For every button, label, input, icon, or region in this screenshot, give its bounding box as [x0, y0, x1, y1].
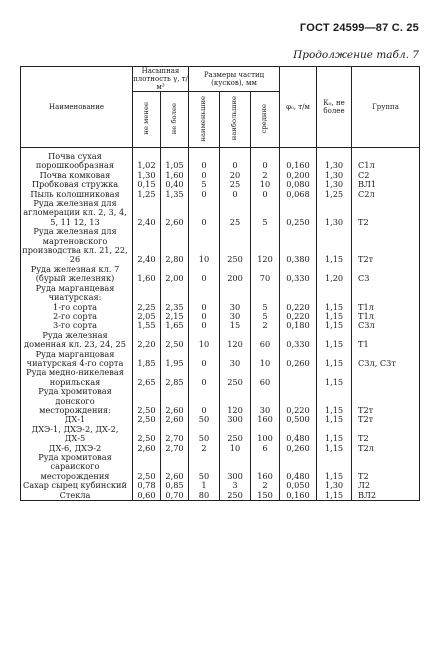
cell-dmin: 2,40 [133, 199, 161, 227]
cell-savg: 2 [251, 481, 280, 490]
cell-dmin: 2,60 [133, 444, 161, 453]
cell-savg: 10 [251, 180, 280, 189]
cell-dmin: 2,25 [133, 303, 161, 312]
cell-k: 1,15 [317, 303, 352, 312]
cell-grp: ВЛ1 [352, 180, 420, 189]
table-row [21, 199, 420, 227]
cell-dmin: 1,25 [133, 190, 161, 199]
cell-dmin: 1,30 [133, 171, 161, 180]
cell-dmin: 2,05 [133, 312, 161, 321]
cell-smax: 10 [220, 444, 251, 453]
cell-k [317, 284, 352, 303]
cell-smin: 0 [189, 265, 220, 284]
cell-k: 1,30 [317, 199, 352, 227]
cell-phi: 0,260 [280, 350, 317, 369]
cell-smin: 0 [189, 387, 220, 415]
cell-dmax: 2,85 [161, 368, 189, 387]
table-row [21, 368, 420, 387]
cell-dmin: 1,85 [133, 350, 161, 369]
cell-smax: 25 [220, 180, 251, 189]
cell-phi: 0,160 [280, 491, 317, 501]
cell-name: Почва комковая [21, 171, 133, 180]
col-density-header: Насыпная плотность γ, т/м³ [133, 67, 188, 91]
cell-dmin: 0,15 [133, 180, 161, 189]
cell-dmin: 0,60 [133, 491, 161, 501]
cell-savg: 60 [251, 368, 280, 387]
cell-grp: Т2т [352, 415, 420, 424]
cell-k: 1,15 [317, 387, 352, 415]
cell-dmin: 2,40 [133, 227, 161, 265]
cell-savg: 5 [251, 303, 280, 312]
cell-savg: 2 [251, 321, 280, 330]
cell-grp: С1л [352, 148, 420, 171]
cell-smin: 5 [189, 180, 220, 189]
table-row [21, 284, 420, 303]
cell-savg: 6 [251, 444, 280, 453]
cell-name: Руда железная для мартеновского производства кл. 21, 22, 26 [21, 227, 133, 265]
cell-grp: Т1л [352, 312, 420, 321]
col-savg-header: средние [260, 103, 269, 134]
cell-smax: 200 [220, 265, 251, 284]
cell-smax: 0 [220, 190, 251, 199]
cell-dmax: 0,40 [161, 180, 189, 189]
table-row [21, 148, 420, 171]
col-k-header: К₀, не более [317, 67, 352, 148]
table-row [21, 227, 420, 265]
col-name-header: Наименование [21, 67, 133, 148]
cell-grp: С3л [352, 321, 420, 330]
cell-dmin: 1,02 [133, 148, 161, 171]
table-row [21, 387, 420, 415]
cell-k: 1,15 [317, 415, 352, 424]
cell-savg: 5 [251, 199, 280, 227]
cell-grp: Т1л [352, 303, 420, 312]
cell-name: ДХ-1 [21, 415, 133, 424]
cell-k: 1,30 [317, 481, 352, 490]
cell-savg: 0 [251, 190, 280, 199]
cell-phi: 0,160 [280, 148, 317, 171]
cell-k: 1,20 [317, 265, 352, 284]
cell-savg [251, 284, 280, 303]
cell-grp: С2 [352, 171, 420, 180]
cell-grp: Т2 [352, 453, 420, 481]
cell-smax: 250 [220, 425, 251, 444]
cell-phi: 0,050 [280, 481, 317, 490]
cell-k: 1,15 [317, 350, 352, 369]
cell-name: 2-го сорта [21, 312, 133, 321]
cell-grp: Т2т [352, 227, 420, 265]
col-smin-header: наименьшие [199, 95, 208, 142]
table-row [21, 265, 420, 284]
cell-k: 1,15 [317, 453, 352, 481]
cell-dmax: 2,35 [161, 303, 189, 312]
cell-k: 1,15 [317, 425, 352, 444]
cell-grp: Т2 [352, 425, 420, 444]
cell-k: 1,15 [317, 444, 352, 453]
cell-savg: 10 [251, 350, 280, 369]
cell-k: 1,15 [317, 368, 352, 387]
cell-dmin: 2,50 [133, 453, 161, 481]
cell-dmax: 2,70 [161, 444, 189, 453]
cell-name: Руда медно-никелевая норильская [21, 368, 133, 387]
table-row [21, 331, 420, 350]
cell-smin: 10 [189, 331, 220, 350]
cell-smin: 0 [189, 312, 220, 321]
cell-smax: 30 [220, 350, 251, 369]
cell-smin: 50 [189, 425, 220, 444]
cell-grp: Т2т [352, 387, 420, 415]
cell-k: 1,30 [317, 180, 352, 189]
cell-dmax: 1,65 [161, 321, 189, 330]
cell-name: Пробковая стружка [21, 180, 133, 189]
cell-smin: 1 [189, 481, 220, 490]
cell-savg: 160 [251, 415, 280, 424]
cell-name: ДХ-6, ДХЭ-2 [21, 444, 133, 453]
cell-k: 1,30 [317, 148, 352, 171]
cell-dmax: 2,50 [161, 331, 189, 350]
cell-dmax: 2,60 [161, 387, 189, 415]
cell-smin: 0 [189, 303, 220, 312]
cell-savg: 120 [251, 227, 280, 265]
cell-smin: 0 [189, 148, 220, 171]
cell-smin: 0 [189, 350, 220, 369]
cell-dmin: 1,55 [133, 321, 161, 330]
cell-grp: Т2 [352, 199, 420, 227]
cell-dmax: 2,60 [161, 453, 189, 481]
cell-name: ДХЭ-1, ДХЭ-2, ДХ-2, ДХ-5 [21, 425, 133, 444]
cell-phi [280, 368, 317, 387]
cell-smax: 30 [220, 312, 251, 321]
cell-smax: 20 [220, 171, 251, 180]
cell-smax: 25 [220, 199, 251, 227]
cell-grp: С3 [352, 265, 420, 284]
cell-smin: 0 [189, 171, 220, 180]
cell-smin [189, 284, 220, 303]
cell-name: 1-го сорта [21, 303, 133, 312]
cell-dmax: 2,00 [161, 265, 189, 284]
cell-savg: 2 [251, 171, 280, 180]
cell-k: 1,30 [317, 171, 352, 180]
cell-name: Руда марганцовая чиатурская 4-го сорта [21, 350, 133, 369]
table-row [21, 453, 420, 481]
table-row [21, 491, 420, 501]
cell-dmax [161, 284, 189, 303]
cell-grp: Т1 [352, 331, 420, 350]
cell-grp: С2л [352, 190, 420, 199]
cell-smax: 120 [220, 331, 251, 350]
cell-smax: 300 [220, 415, 251, 424]
table-continuation-caption: Продолжение табл. 7 [293, 49, 419, 61]
cell-dmax: 2,80 [161, 227, 189, 265]
cell-name: Почва сухая порошкообразная [21, 148, 133, 171]
cell-phi: 0,380 [280, 227, 317, 265]
document-header: ГОСТ 24599—87 С. 25 [299, 22, 419, 34]
cell-dmax: 2,60 [161, 415, 189, 424]
cell-smin: 2 [189, 444, 220, 453]
cell-smin: 0 [189, 199, 220, 227]
cell-dmax: 1,35 [161, 190, 189, 199]
cell-dmin [133, 284, 161, 303]
cell-dmax: 1,95 [161, 350, 189, 369]
cell-phi: 0,220 [280, 312, 317, 321]
cell-phi [280, 284, 317, 303]
cell-grp [352, 368, 420, 387]
cell-name: Руда хромитовая сараиского месторождения [21, 453, 133, 481]
cell-dmax: 0,70 [161, 491, 189, 501]
cell-dmin: 2,50 [133, 387, 161, 415]
cell-dmin: 2,50 [133, 415, 161, 424]
cell-smax: 3 [220, 481, 251, 490]
cell-phi: 0,330 [280, 265, 317, 284]
cell-dmin: 1,60 [133, 265, 161, 284]
cell-savg: 70 [251, 265, 280, 284]
cell-phi: 0,220 [280, 387, 317, 415]
cell-smax: 0 [220, 148, 251, 171]
cell-smin: 0 [189, 190, 220, 199]
col-sizes-header: Размеры частиц (кусков), мм [189, 67, 280, 92]
cell-smax: 300 [220, 453, 251, 481]
cell-smax: 30 [220, 303, 251, 312]
cell-dmin: 0,78 [133, 481, 161, 490]
cell-dmax: 0,85 [161, 481, 189, 490]
cell-name: 3-го сорта [21, 321, 133, 330]
cell-name: Пыль колошниковая [21, 190, 133, 199]
cell-dmax: 2,70 [161, 425, 189, 444]
cell-savg: 150 [251, 491, 280, 501]
cell-phi: 0,500 [280, 415, 317, 424]
cell-phi: 0,330 [280, 331, 317, 350]
cell-name: Руда марганцевая чиатурская: [21, 284, 133, 303]
cell-dmin: 2,50 [133, 425, 161, 444]
cell-grp: Л2 [352, 481, 420, 490]
cell-savg: 60 [251, 331, 280, 350]
cell-smax: 250 [220, 368, 251, 387]
table-row [21, 425, 420, 444]
data-table [20, 66, 420, 501]
cell-smax: 15 [220, 321, 251, 330]
col-dmax-header: не более [169, 102, 178, 135]
table-row [21, 350, 420, 369]
cell-smin: 50 [189, 415, 220, 424]
cell-savg: 5 [251, 312, 280, 321]
cell-phi: 0,260 [280, 444, 317, 453]
col-phi-header: φ₀, т/м [280, 67, 317, 148]
cell-phi: 0,220 [280, 303, 317, 312]
cell-name: Сахар сырец кубинский [21, 481, 133, 490]
cell-k: 1,15 [317, 491, 352, 501]
col-smax-header: наибольшие [230, 96, 239, 141]
cell-smin: 50 [189, 453, 220, 481]
cell-smin: 80 [189, 491, 220, 501]
cell-phi: 0,250 [280, 199, 317, 227]
cell-smin: 0 [189, 368, 220, 387]
cell-phi: 0,080 [280, 180, 317, 189]
cell-savg: 0 [251, 148, 280, 171]
cell-k: 1,15 [317, 227, 352, 265]
cell-phi: 0,200 [280, 171, 317, 180]
cell-name: Руда железная для агломерации кл. 2, 3, 4, 5, 11 12, 13 [21, 199, 133, 227]
cell-k: 1,25 [317, 190, 352, 199]
cell-smax: 120 [220, 387, 251, 415]
col-dmin-header: не менее [141, 102, 150, 135]
cell-dmax: 1,60 [161, 171, 189, 180]
cell-dmax: 2,15 [161, 312, 189, 321]
cell-smax: 250 [220, 227, 251, 265]
cell-k: 1,15 [317, 312, 352, 321]
cell-name: Руда железная доменная кл. 23, 24, 25 [21, 331, 133, 350]
cell-savg: 30 [251, 387, 280, 415]
cell-k: 1,15 [317, 321, 352, 330]
cell-dmax: 1,05 [161, 148, 189, 171]
cell-name: Стекла [21, 491, 133, 501]
cell-savg: 100 [251, 425, 280, 444]
cell-grp: Т2л [352, 444, 420, 453]
cell-dmin: 2,20 [133, 331, 161, 350]
cell-smin: 10 [189, 227, 220, 265]
cell-grp: С3л, С3т [352, 350, 420, 369]
cell-smax [220, 284, 251, 303]
cell-name: Руда железная кл. 7 (бурый железняк) [21, 265, 133, 284]
cell-name: Руда хромитовая донского месторождения: [21, 387, 133, 415]
col-group-header: Группа [352, 67, 420, 148]
cell-grp: ВЛ2 [352, 491, 420, 501]
cell-grp [352, 284, 420, 303]
cell-phi: 0,180 [280, 321, 317, 330]
cell-savg: 160 [251, 453, 280, 481]
cell-phi: 0,480 [280, 425, 317, 444]
cell-k: 1,15 [317, 331, 352, 350]
cell-dmin: 2,65 [133, 368, 161, 387]
cell-phi: 0,480 [280, 453, 317, 481]
cell-phi: 0,068 [280, 190, 317, 199]
cell-smax: 250 [220, 491, 251, 501]
cell-smin: 0 [189, 321, 220, 330]
cell-dmax: 2,60 [161, 199, 189, 227]
